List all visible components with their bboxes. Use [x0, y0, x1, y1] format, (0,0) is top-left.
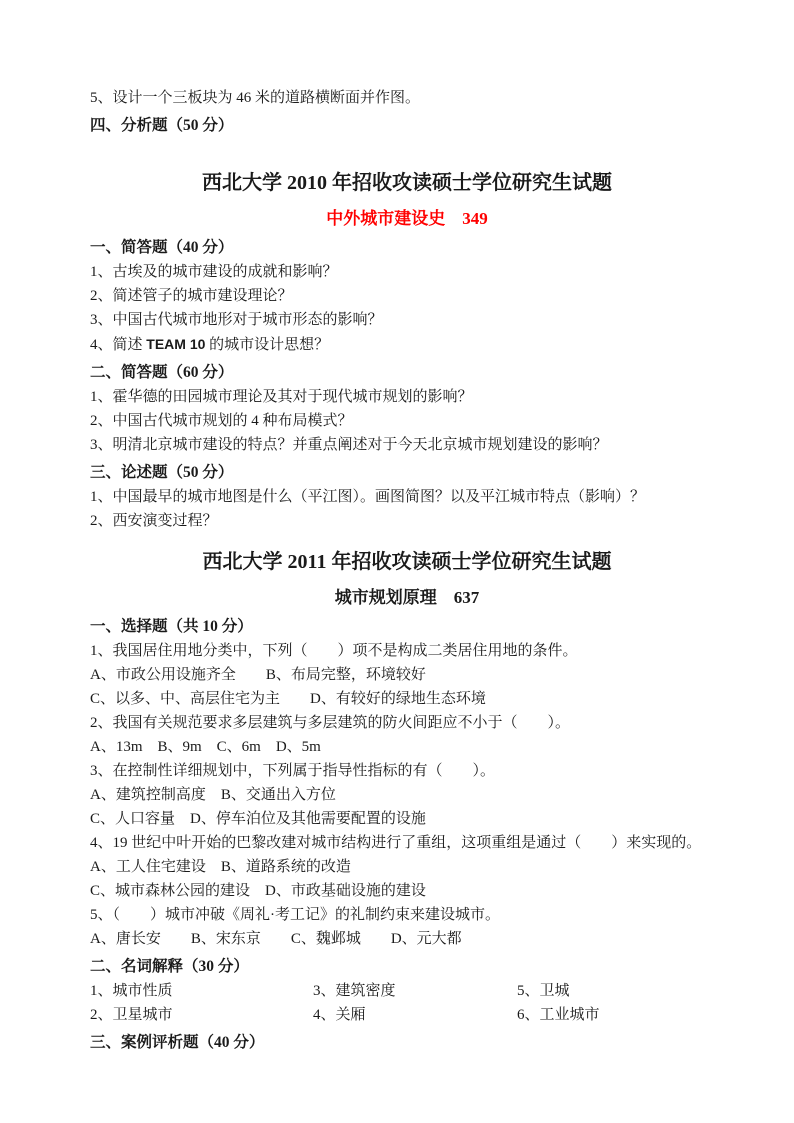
exam-2011-section-3-heading: 三、案例评析题（40 分） — [90, 1034, 265, 1051]
prev-exam-section-4-heading: 四、分析题（50 分） — [90, 117, 234, 134]
exam-2011-s1-q4-options-cd: C、城市森林公园的建设 D、市政基础设施的建设 — [90, 883, 426, 899]
team-10-term: TEAM 10 — [146, 336, 206, 352]
exam-2011-section-1-heading: 一、选择题（共 10 分） — [90, 618, 253, 635]
exam-2010-section-1-heading: 一、简答题（40 分） — [90, 239, 234, 256]
exam-2010-s1-question-2: 2、简述管子的城市建设理论？ — [90, 288, 293, 304]
glossary-term-3: 3、建筑密度 — [313, 983, 396, 999]
exam-2011-title: 西北大学 2011 年招收攻读硕士学位研究生试题 — [202, 551, 612, 573]
exam-2011-s1-q3-options-cd: C、人口容量 D、停车泊位及其他需要配置的设施 — [90, 811, 426, 827]
exam-2010-s2-question-3: 3、明清北京城市建设的特点？并重点阐述对于今天北京城市规划建设的影响？ — [90, 437, 608, 453]
exam-2010-s1-question-1: 1、古埃及的城市建设的成就和影响？ — [90, 264, 338, 280]
prev-exam-question-5: 5、设计一个三板块为 46 米的道路横断面并作图。 — [90, 90, 421, 106]
glossary-row-2 — [90, 1003, 724, 1027]
exam-2010-s3-question-2: 2、西安演变过程？ — [90, 513, 218, 529]
exam-2011-s1-q5-options: A、唐长安 B、宋东京 C、魏邺城 D、元大都 — [90, 931, 462, 947]
exam-2011-s1-q1-options-ab: A、市政公用设施齐全 B、布局完整，环境较好 — [90, 667, 426, 683]
exam-2010-section-2-heading: 二、简答题（60 分） — [90, 364, 234, 381]
exam-2010-s2-question-1: 1、霍华德的田园城市理论及其对于现代城市规划的影响？ — [90, 389, 473, 405]
exam-2010-s1-question-4 — [90, 332, 724, 357]
exam-2010-section-3-heading: 三、论述题（50 分） — [90, 464, 234, 481]
exam-2011-s1-question-5: 5、（ ）城市冲破《周礼·考工记》的礼制约束来建设城市。 — [90, 907, 500, 923]
exam-2011-section-2-heading: 二、名词解释（30 分） — [90, 958, 249, 975]
exam-2011-s1-question-4: 4、19 世纪中叶开始的巴黎改建对城市结构进行了重组，这项重组是通过（ ）来实现的。 — [90, 835, 702, 851]
exam-2011-s1-q1-options-cd: C、以多、中、高层住宅为主 D、有较好的绿地生态环境 — [90, 691, 486, 707]
exam-2010-s3-question-1: 1、中国最早的城市地图是什么（平江图）。画图简图？以及平江城市特点（影响）？ — [90, 489, 646, 505]
glossary-term-6: 6、工业城市 — [517, 1007, 600, 1023]
exam-2011-s1-question-3: 3、在控制性详细规划中，下列属于指导性指标的有（ ）。 — [90, 763, 496, 779]
exam-2010-subject: 中外城市建设史 349 — [326, 209, 488, 228]
exam-2011-s1-q3-options-ab: A、建筑控制高度 B、交通出入方位 — [90, 787, 336, 803]
exam-2011-s1-q4-options-ab: A、工人住宅建设 B、道路系统的改造 — [90, 859, 351, 875]
exam-2011-subject: 城市规划原理 637 — [334, 588, 480, 607]
question-4-suffix: 的城市设计思想？ — [205, 337, 330, 353]
exam-2010-s1-question-3: 3、中国古代城市地形对于城市形态的影响？ — [90, 312, 383, 328]
glossary-term-1: 1、城市性质 — [90, 983, 173, 999]
question-4-prefix: 4、简述 — [90, 337, 147, 353]
glossary-term-5: 5、卫城 — [517, 983, 570, 999]
glossary-term-2: 2、卫星城市 — [90, 1007, 173, 1023]
exam-2011-s1-question-1: 1、我国居住用地分类中，下列（ ）项不是构成二类居住用地的条件。 — [90, 643, 578, 659]
exam-2010-s2-question-2: 2、中国古代城市规划的 4 种布局模式？ — [90, 413, 353, 429]
exam-2010-title: 西北大学 2010 年招收攻读硕士学位研究生试题 — [202, 172, 612, 194]
glossary-row-1 — [90, 979, 724, 1003]
glossary-term-4: 4、关厢 — [313, 1007, 366, 1023]
exam-2011-s1-q2-options: A、13m B、9m C、6m D、5m — [90, 739, 321, 755]
exam-2011-s1-question-2: 2、我国有关规范要求多层建筑与多层建筑的防火间距应不小于（ ）。 — [90, 715, 571, 731]
